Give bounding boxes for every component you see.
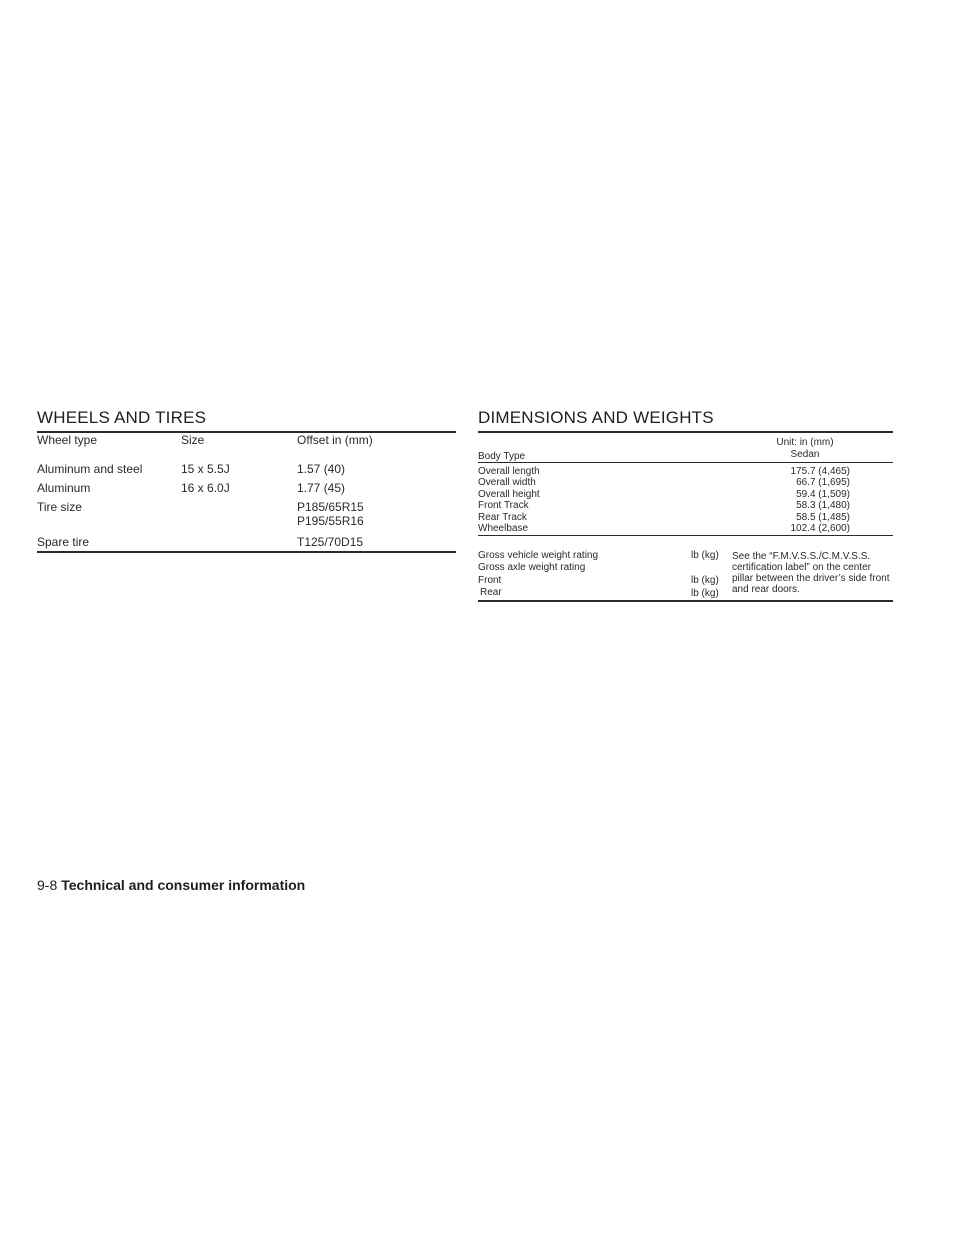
table-bottom-rule [478, 600, 893, 602]
cell-size: 15 x 5.5J [181, 462, 230, 476]
page-footer [37, 877, 305, 893]
section-rule [478, 535, 893, 536]
dim-label: Front Track [478, 500, 529, 511]
certification-note: See the “F.M.V.S.S./C.M.V.S.S. certification label” on the center pillar between the driver’s side front and rear doors. [732, 551, 890, 595]
dim-value: 66.7 (1,695) [796, 477, 850, 488]
table-row [37, 500, 456, 514]
page-number: 9-8 [37, 877, 58, 893]
cell-offset: T125/70D15 [297, 535, 364, 549]
dim-label: Wheelbase [478, 523, 529, 534]
cell-size: 16 x 6.0J [181, 481, 230, 495]
cell-offset: P195/55R16 [297, 514, 364, 528]
cell-wheel-type: Aluminum [37, 481, 91, 495]
table-row [37, 462, 456, 481]
table-row [37, 535, 456, 551]
gvwr-unit: lb (kg) [691, 550, 719, 561]
wheels-tires-title: WHEELS AND TIRES [37, 408, 207, 427]
header-size: Size [181, 433, 205, 447]
unit-label: Unit: in (mm) [776, 437, 834, 448]
dim-value: 175.7 (4,465) [790, 466, 850, 477]
rear-unit: lb (kg) [691, 588, 719, 599]
rear-label: Rear [480, 587, 502, 598]
table-header-row [37, 433, 456, 462]
header-rule [478, 462, 893, 463]
table-row [37, 481, 456, 500]
table-row [37, 514, 456, 535]
cell-wheel-type: Tire size [37, 500, 82, 514]
dim-label: Overall length [478, 466, 540, 477]
body-type-value: Sedan [790, 449, 820, 460]
dim-value: 59.4 (1,509) [796, 489, 850, 500]
cell-offset: P185/65R15 [297, 500, 364, 514]
dim-value: 58.5 (1,485) [796, 512, 850, 523]
chapter-title: Technical and consumer information [61, 877, 306, 893]
cell-offset: 1.77 (45) [297, 481, 346, 495]
cell-offset: 1.57 (40) [297, 462, 346, 476]
front-label: Front [478, 575, 502, 586]
dim-label: Overall height [478, 489, 540, 500]
dim-label: Rear Track [478, 512, 527, 523]
dim-value: 102.4 (2,600) [790, 523, 850, 534]
header-offset: Offset in (mm) [297, 433, 373, 447]
cell-wheel-type: Spare tire [37, 535, 90, 549]
dim-label: Overall width [478, 477, 536, 488]
wheels-tires-table [37, 431, 456, 553]
body-type-label: Body Type [478, 451, 526, 462]
dim-value: 58.3 (1,480) [796, 500, 850, 511]
gawr-label: Gross axle weight rating [478, 562, 586, 573]
table-top-rule [478, 431, 893, 433]
gvwr-label: Gross vehicle weight rating [478, 550, 599, 561]
front-unit: lb (kg) [691, 575, 719, 586]
header-wheel-type: Wheel type [37, 433, 98, 447]
table-bottom-rule [37, 551, 456, 553]
cell-wheel-type: Aluminum and steel [37, 462, 143, 476]
dimensions-weights-title: DIMENSIONS AND WEIGHTS [478, 408, 714, 427]
